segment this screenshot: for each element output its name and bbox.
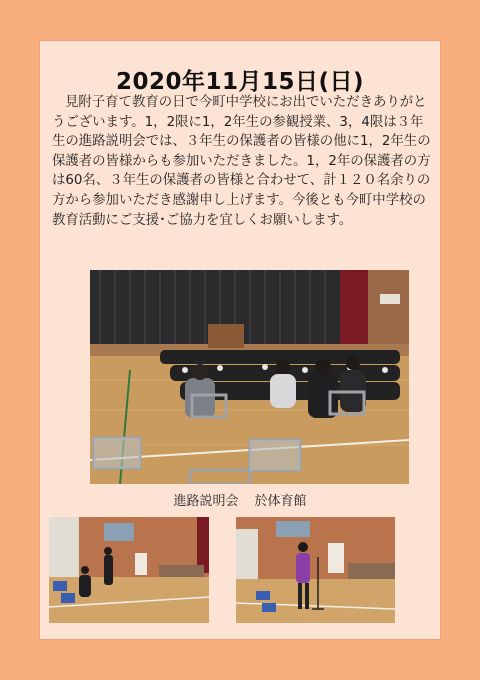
gymnasium-photo bbox=[90, 270, 409, 484]
photo-caption bbox=[40, 490, 440, 509]
newsletter-sheet bbox=[39, 40, 441, 640]
speaker-photo-left bbox=[49, 517, 209, 623]
caption-location: 於体育館 bbox=[254, 494, 307, 509]
article-body: 見附子育て教育の日で今町中学校にお出でいただきありがとうございます。1，2限に1，2年生の参観授業、3，4限は３年生の進路説明会では、３年生の保護者の皆様の他に1，2年生の保護者の皆様からも参加いただきました。1，2年の保護者の方は60名、３年生の保護者の皆様と合わせて、計１２０名余りの方から参加いただき感謝申し上げます。今後とも今町中学校の教育活動にご支援･ご協力を宜しくお願いします。 bbox=[52, 95, 431, 228]
speaker-photo-right bbox=[236, 517, 395, 623]
article-date: 2020年11月15日(日) bbox=[115, 69, 365, 95]
caption-event: 進路説明会 bbox=[173, 494, 239, 509]
